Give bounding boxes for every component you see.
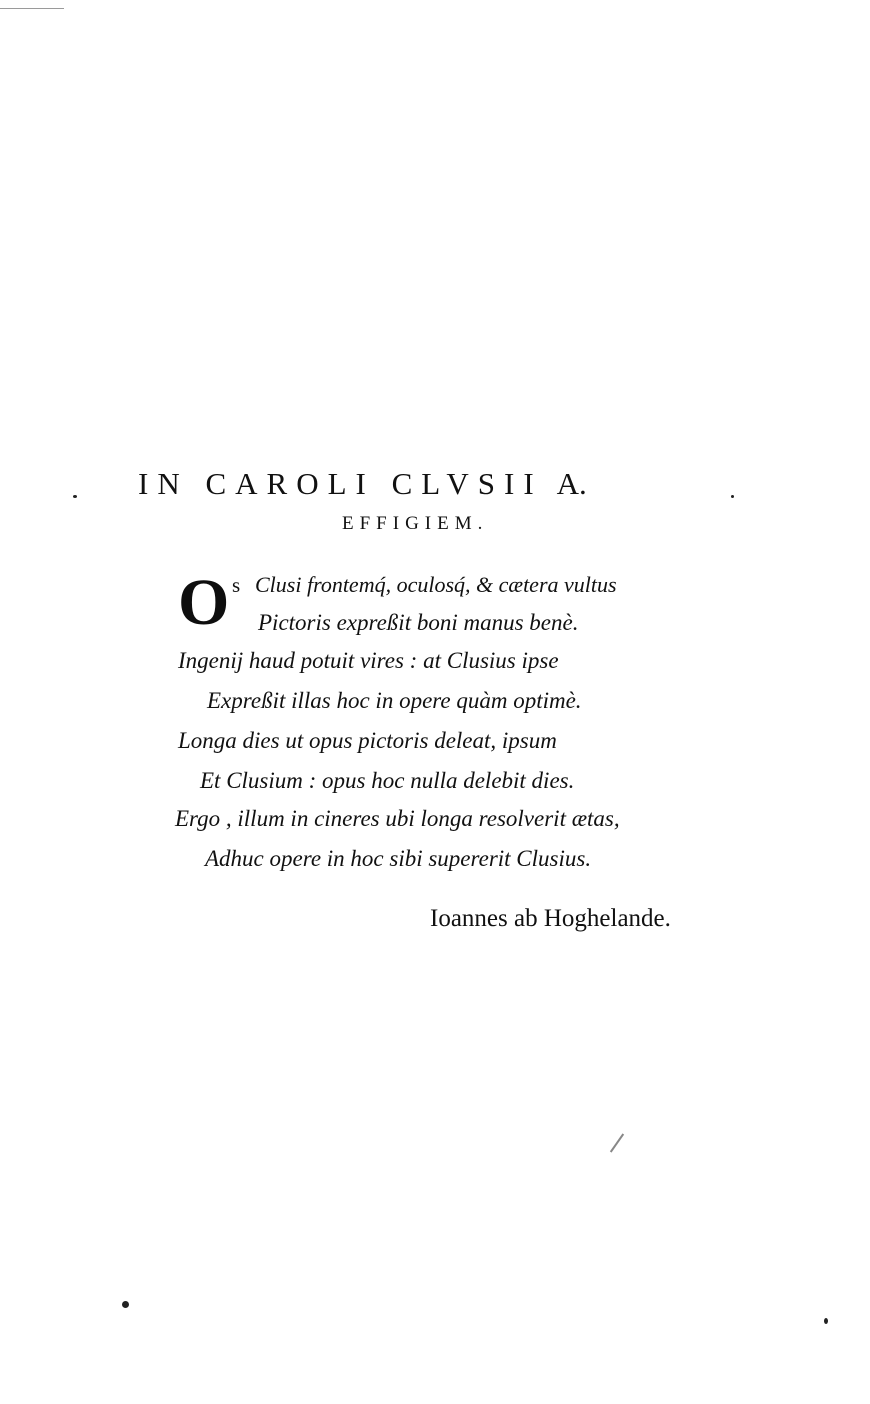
drop-cap-initial: O	[178, 566, 230, 639]
verse-line-3: Ingenij haud potuit vires : at Clusius ipse	[178, 648, 559, 673]
ink-smudge	[610, 1133, 624, 1152]
verse-line-5: Longa dies ut opus pictoris deleat, ipsum	[178, 728, 557, 753]
drop-cap-rest: s	[232, 573, 241, 597]
verse-line-6: Et Clusium : opus hoc nulla delebit dies.	[200, 768, 575, 793]
poem-title	[138, 466, 748, 502]
verse-line-2: Pictoris expreßit boni manus benè.	[258, 610, 579, 635]
verse-line-8: Adhuc opere in hoc sibi supererit Clusius.	[205, 846, 592, 871]
ink-speck	[824, 1318, 828, 1324]
poem-subtitle: EFFIGIEM.	[342, 513, 489, 534]
verse-line-7: Ergo , illum in cineres ubi longa resolverit ætas,	[175, 806, 620, 831]
ink-speck	[73, 495, 77, 498]
title-suffix: A.	[556, 466, 587, 501]
ink-speck	[731, 495, 734, 498]
verse-line-4: Expreßit illas hoc in opere quàm optimè.	[207, 688, 582, 713]
author-signature: Ioannes ab Hoghelande.	[430, 905, 671, 932]
page-edge-line	[0, 8, 64, 9]
ink-speck	[122, 1301, 129, 1308]
title-line1: IN CAROLI CLVSII	[138, 466, 543, 501]
verse-line-1: Clusi frontemq́, oculosq́, & cætera vultus	[255, 572, 617, 597]
